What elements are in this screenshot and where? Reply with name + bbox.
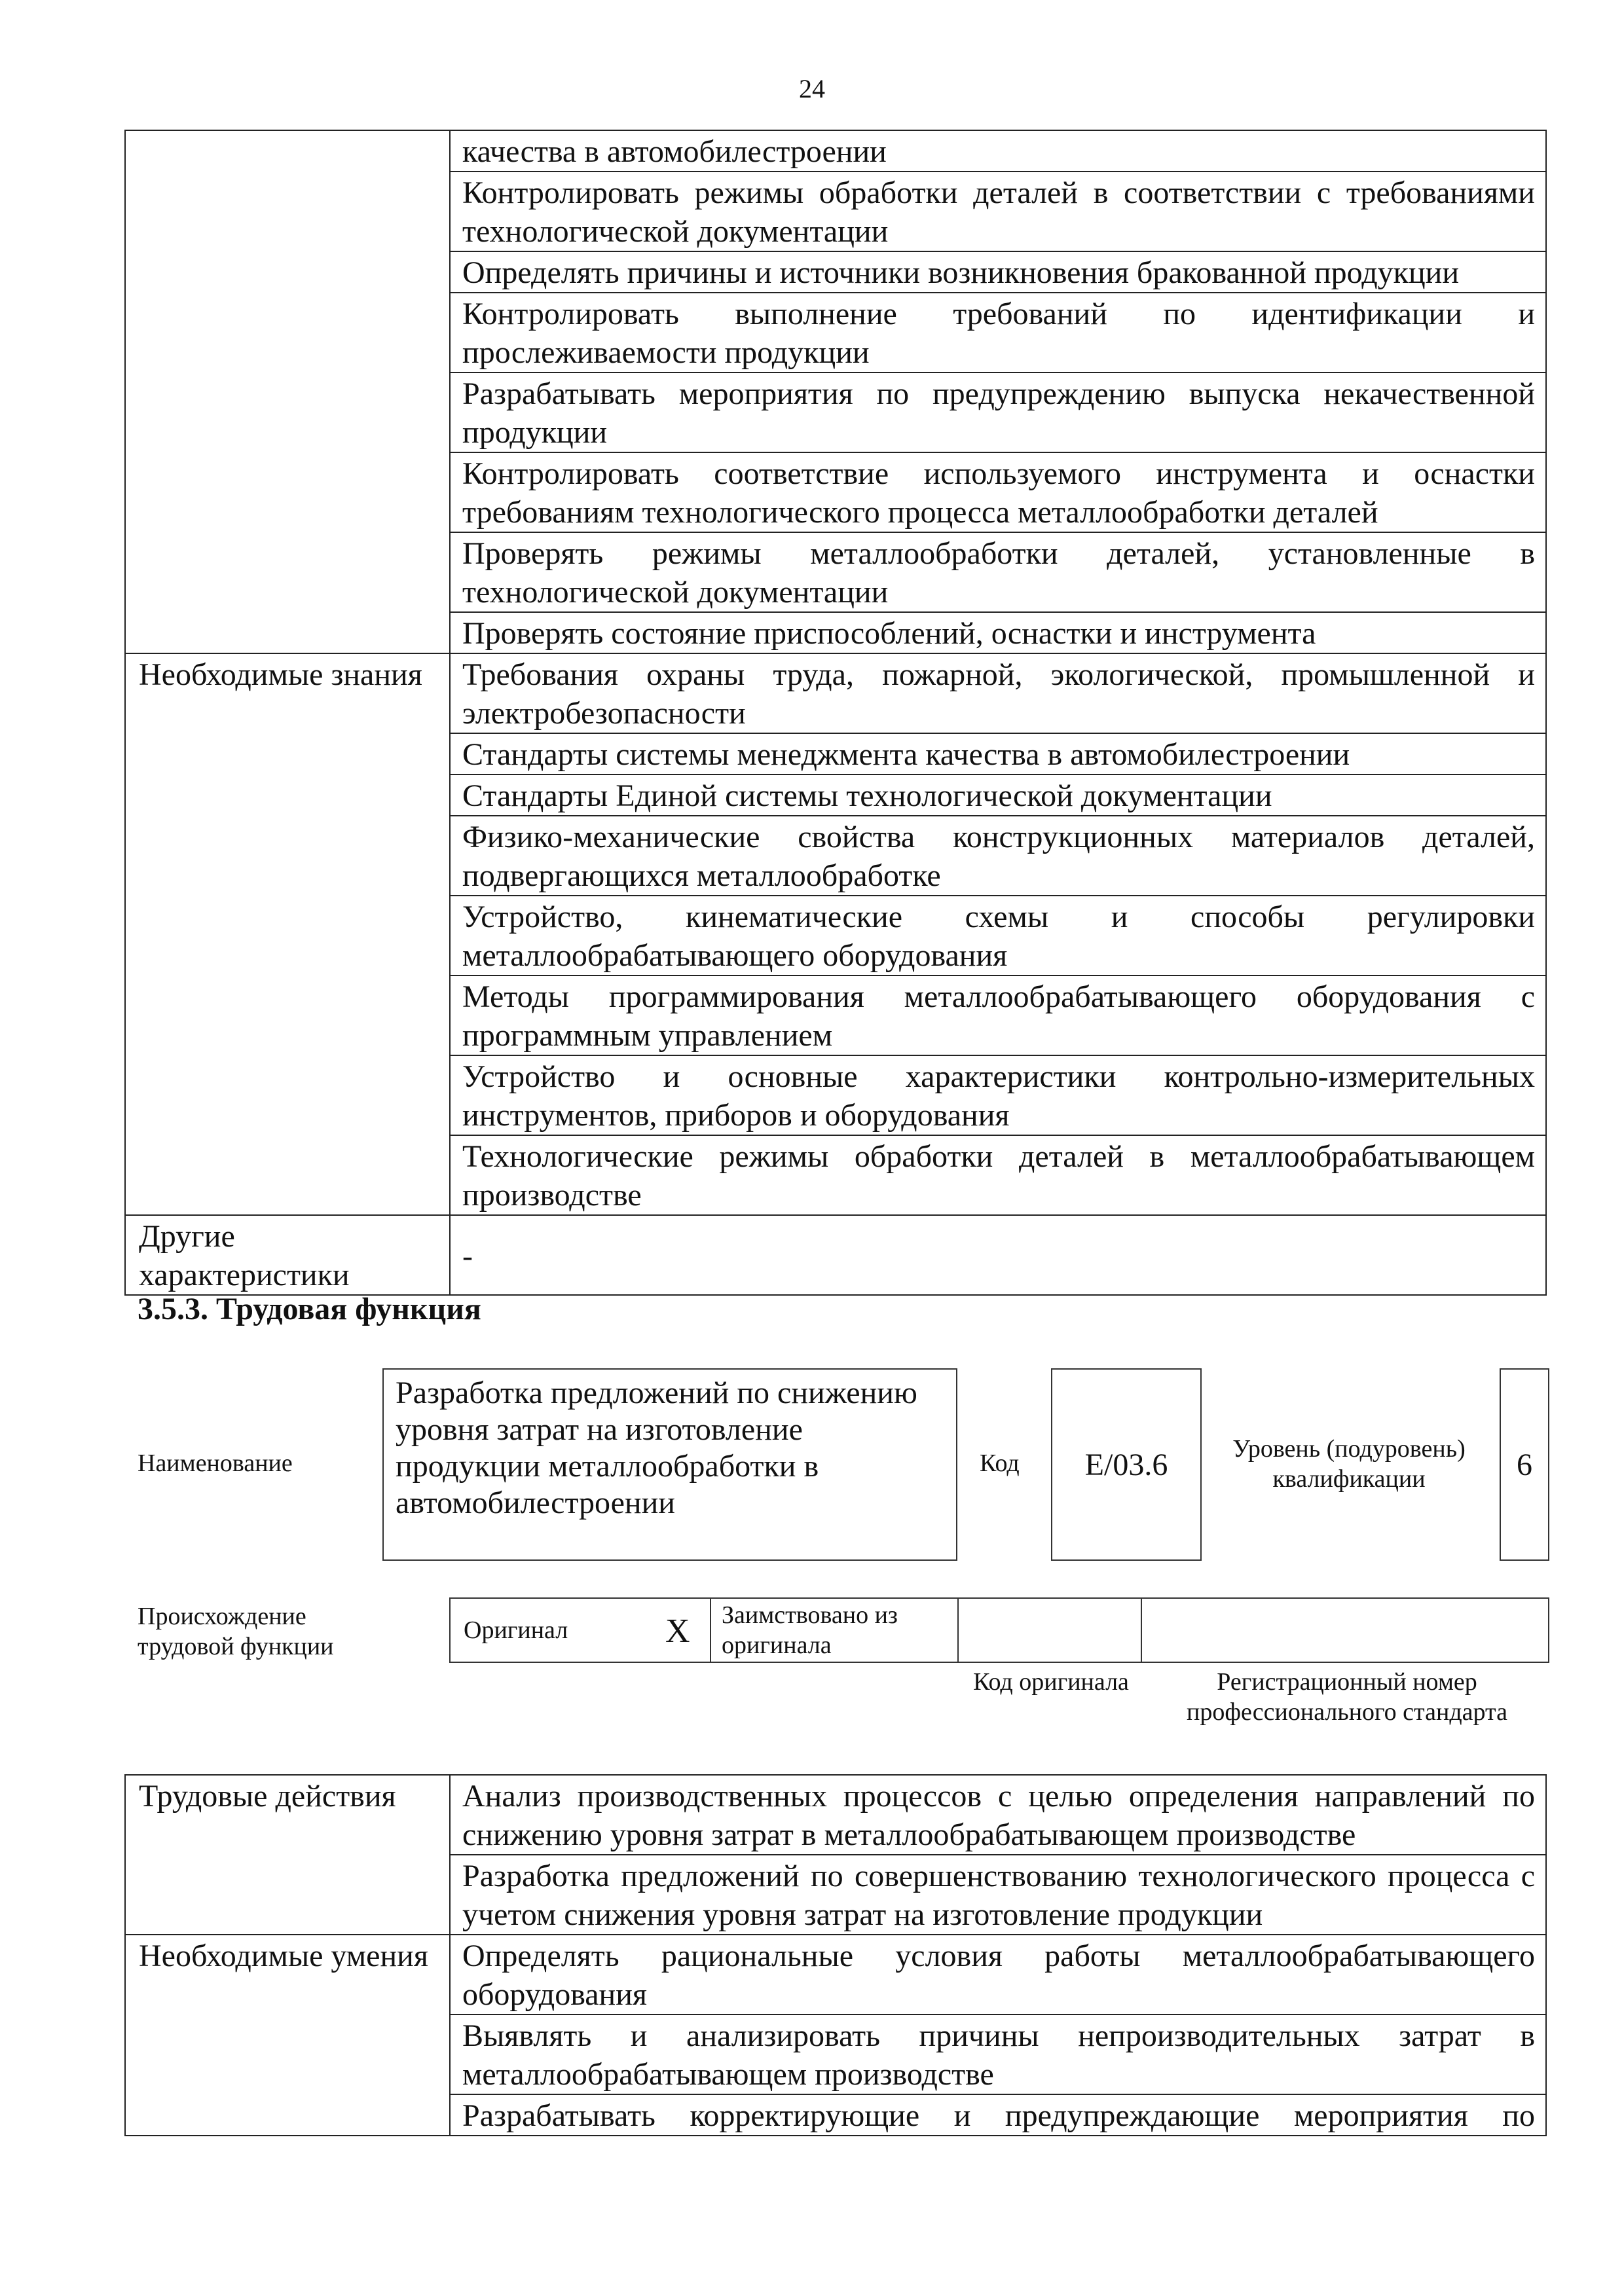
original-label: Оригинал xyxy=(464,1616,568,1644)
table-cell: Технологические режимы обработки деталей в металлообрабатывающем производстве xyxy=(450,1135,1546,1215)
table-cell: Проверять состояние приспособлений, оснастки и инструмента xyxy=(450,612,1546,653)
code-original-cell xyxy=(957,1597,1142,1663)
table-cell: качества в автомобилестроении xyxy=(450,130,1546,172)
table-cell: Стандарты системы менеджмента качества в автомобилестроении xyxy=(450,733,1546,774)
labor-actions-table xyxy=(124,1774,1547,2136)
table-cell: Методы программирования металлообрабатывающего оборудования с программным управлением xyxy=(450,975,1546,1055)
level-label: Уровень (подуровень) квалификации xyxy=(1232,1435,1466,1493)
competency-table-continued xyxy=(124,130,1547,1296)
table-cell: Разработка предложений по совершенствованию технологического процесса с учетом снижения уровня затрат на изготовление продукции xyxy=(450,1855,1546,1935)
reg-number-cell xyxy=(1141,1597,1549,1663)
row-label-knowledge: Необходимые знания xyxy=(125,653,450,1215)
table-cell: Стандарты Единой системы технологической документации xyxy=(450,774,1546,816)
original-cell xyxy=(449,1597,711,1663)
table-cell: Проверять режимы металлообработки деталей, установленные в технологической документации xyxy=(450,532,1546,612)
level-box: 6 xyxy=(1500,1368,1549,1561)
row-label-empty xyxy=(125,130,450,653)
section-title: 3.5.3. Трудовая функция xyxy=(138,1292,481,1326)
function-name-box: Разработка предложений по снижению уровня затрат на изготовление продукции металлообработки в автомобилестроении xyxy=(382,1368,957,1561)
row-label-skills: Необходимые умения xyxy=(125,1935,450,2136)
table-cell: Физико-механические свойства конструкционных материалов деталей, подвергающихся металлообработке xyxy=(450,816,1546,896)
table-cell: Разрабатывать мероприятия по предупреждению выпуска некачественной продукции xyxy=(450,373,1546,452)
table-cell: Требования охраны труда, пожарной, экологической, промышленной и электробезопасности xyxy=(450,653,1546,733)
table-cell: Разрабатывать корректирующие и предупреждающие мероприятия по xyxy=(450,2094,1546,2136)
table-cell: Контролировать режимы обработки деталей в соответствии с требованиями технологической документации xyxy=(450,172,1546,251)
row-label-actions: Трудовые действия xyxy=(125,1775,450,1935)
original-mark: X xyxy=(665,1613,690,1650)
table-cell: Контролировать соответствие используемого инструмента и оснастки требованиям технологического процесса металлообработки деталей xyxy=(450,452,1546,532)
table-cell: Устройство, кинематические схемы и способы регулировки металлообрабатывающего оборудования xyxy=(450,896,1546,975)
code-original-caption: Код оригинала xyxy=(973,1668,1129,1696)
borrowed-cell: Заимствовано из оригинала xyxy=(710,1597,959,1663)
reg-number-caption: Регистрационный номер профессионального стандарта xyxy=(1187,1668,1507,1726)
table-cell: Устройство и основные характеристики контрольно-измерительных инструментов, приборов и оборудования xyxy=(450,1055,1546,1135)
origin-label: Происхождение трудовой функции xyxy=(138,1603,334,1660)
table-cell: Контролировать выполнение требований по идентификации и прослеживаемости продукции xyxy=(450,293,1546,373)
code-box: E/03.6 xyxy=(1051,1368,1202,1561)
table-cell: Определять рациональные условия работы металлообрабатывающего оборудования xyxy=(450,1935,1546,2014)
table-cell: Выявлять и анализировать причины непроизводительных затрат в металлообрабатывающем производстве xyxy=(450,2014,1546,2094)
name-label: Наименование xyxy=(138,1449,293,1477)
code-label: Код xyxy=(980,1449,1020,1477)
table-cell: Анализ производственных процессов с целью определения направлений по снижению уровня затрат в металлообрабатывающем производстве xyxy=(450,1775,1546,1855)
table-cell: Определять причины и источники возникновения бракованной продукции xyxy=(450,251,1546,293)
page-number: 24 xyxy=(799,74,825,103)
row-label-other: Другие характеристики xyxy=(125,1215,450,1295)
table-cell: - xyxy=(450,1215,1546,1295)
